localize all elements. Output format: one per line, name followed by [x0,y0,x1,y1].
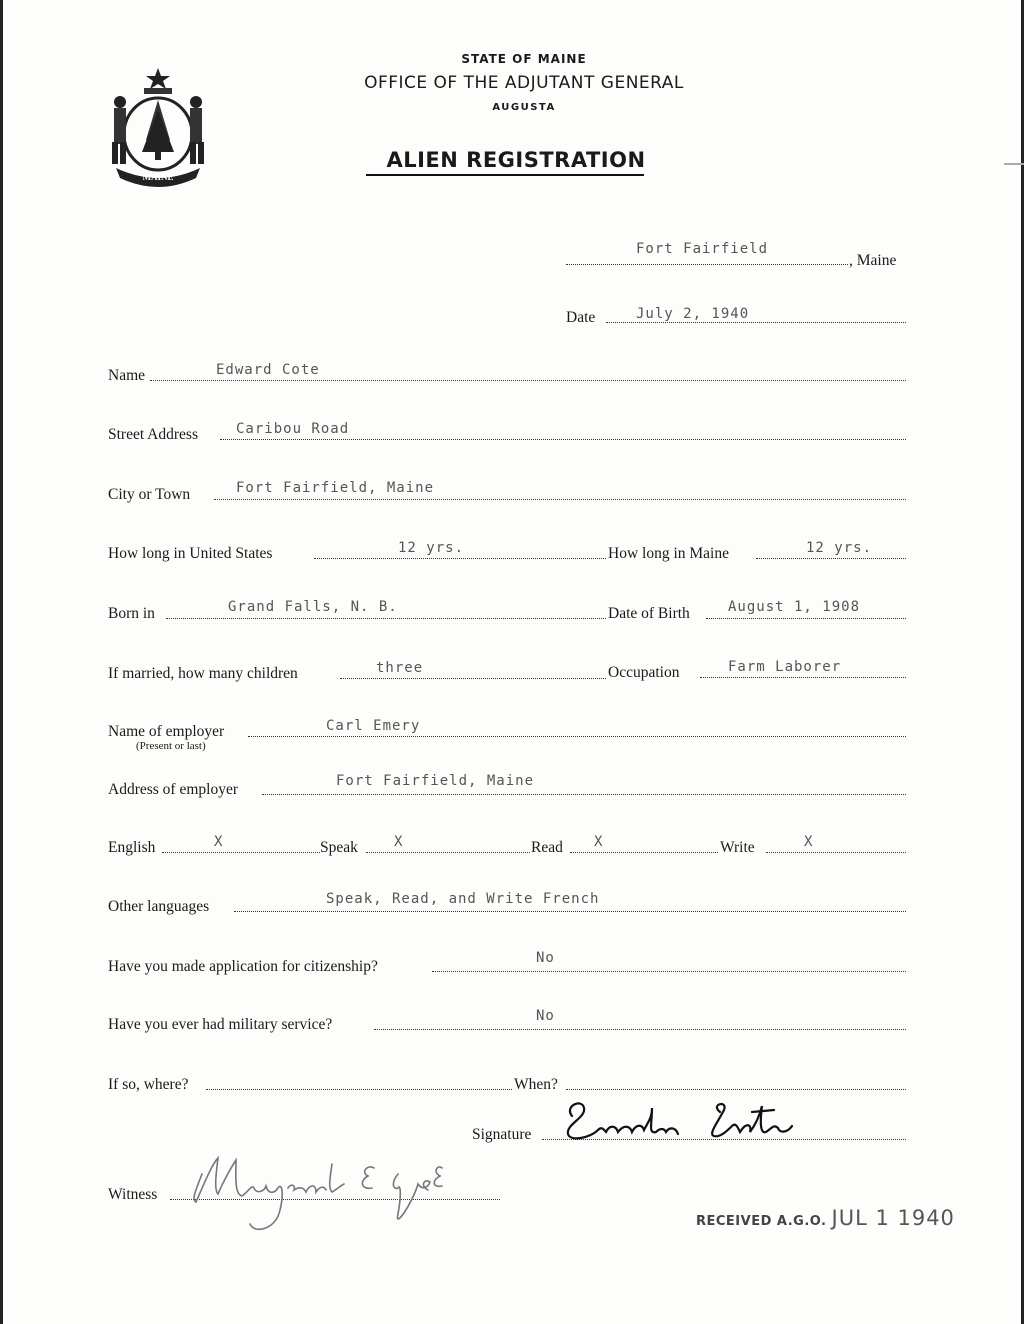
other-languages-label: Other languages [108,898,210,915]
military-line [374,1029,906,1030]
english-line [162,852,320,853]
page-edge-left [0,0,3,1324]
us-time-line [314,558,606,559]
read-value[interactable]: X [594,834,604,850]
received-stamp-label: RECEIVED A.G.O. [696,1214,827,1229]
us-time-value[interactable]: 12 yrs. [398,540,465,556]
write-label: Write [720,839,755,856]
maine-time-label: How long in Maine [608,545,729,562]
born-label: Born in [108,605,155,622]
dob-value[interactable]: August 1, 1908 [728,599,861,615]
employer-address-line [262,794,906,795]
military-label: Have you ever had military service? [108,1016,333,1033]
children-value[interactable]: three [376,660,424,676]
children-line [340,678,606,679]
other-languages-line [234,911,906,912]
city-value[interactable]: Fort Fairfield, Maine [236,480,435,496]
other-languages-value[interactable]: Speak, Read, and Write French [326,891,600,907]
citizenship-line [432,971,906,972]
maine-time-line [756,558,906,559]
witness-handwriting [184,1144,504,1244]
citizenship-label: Have you made application for citizenship? [108,958,378,975]
received-stamp-date: JUL 1 1940 [831,1206,955,1230]
when-label: When? [514,1076,558,1093]
street-value[interactable]: Caribou Road [236,421,350,437]
dob-label: Date of Birth [608,605,690,622]
citizenship-value[interactable]: No [536,950,555,966]
seal-banner-text: MAINE [142,172,174,182]
employer-label: Name of employer [108,723,225,740]
place-suffix: , Maine [849,252,897,269]
english-value[interactable]: X [214,834,224,850]
state-heading: STATE OF MAINE [461,52,587,66]
military-value[interactable]: No [536,1008,555,1024]
city-heading: AUGUSTA [492,102,556,113]
maine-time-value[interactable]: 12 yrs. [806,540,873,556]
date-line [606,322,906,323]
street-label: Street Address [108,426,198,443]
speak-value[interactable]: X [394,834,404,850]
write-value[interactable]: X [804,834,814,850]
signature-label: Signature [472,1126,532,1143]
employer-sublabel: (Present or last) [136,740,206,752]
employer-address-label: Address of employer [108,781,238,798]
english-label: English [108,839,156,856]
title-underline [366,174,644,176]
date-label: Date [566,309,596,326]
when-line [566,1089,906,1090]
received-stamp [696,1206,955,1230]
employer-value[interactable]: Carl Emery [326,718,421,734]
name-value[interactable]: Edward Cote [216,362,320,378]
born-line [166,618,606,619]
dob-line [706,618,906,619]
name-line [150,380,906,381]
signature-handwriting [560,1094,800,1148]
date-value[interactable]: July 2, 1940 [636,306,750,322]
children-label: If married, how many children [108,665,298,682]
form-title: ALIEN REGISTRATION [386,148,646,172]
employer-address-value[interactable]: Fort Fairfield, Maine [336,773,535,789]
born-value[interactable]: Grand Falls, N. B. [228,599,398,615]
witness-label: Witness [108,1186,158,1203]
place-line [566,264,848,265]
city-label: City or Town [108,486,191,503]
name-label: Name [108,367,146,384]
write-line [766,852,906,853]
occupation-line [700,677,906,678]
where-line [206,1089,512,1090]
speak-label: Speak [320,839,358,856]
read-line [570,852,718,853]
us-time-label: How long in United States [108,545,273,562]
where-label: If so, where? [108,1076,189,1093]
read-label: Read [531,839,563,856]
occupation-label: Occupation [608,664,680,681]
speak-line [366,852,530,853]
city-line [214,499,906,500]
employer-line [248,736,906,737]
place-value[interactable]: Fort Fairfield [636,241,769,257]
office-heading: OFFICE OF THE ADJUTANT GENERAL [364,73,684,93]
occupation-value[interactable]: Farm Laborer [728,659,842,675]
street-line [220,439,906,440]
